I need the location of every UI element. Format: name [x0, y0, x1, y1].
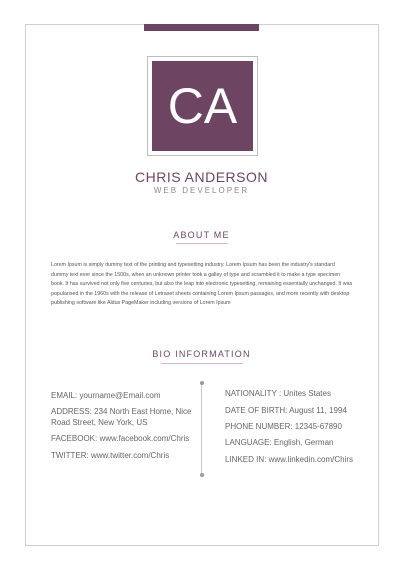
person-name: CHRIS ANDERSON [134, 169, 269, 185]
about-paragraph: Lorem Ipsum is simply dummy text of the printing and typesetting industry. Lorem Ipsum has been the industry's standard dummy text ever since the 1500s, when an unknown printer took a galley of type and scrambled it to make a type specimen book. It has survived not only five centuries, but also the leap into electronic typesetting, remaining essentially unchanged. It was popularised in the 1960s with the release of Letraset sheets containing Lorem Ipsum passages, and more recently with desktop publishing software like Aldus PageMaker including versions of Lorem Ipsum [51, 262, 353, 306]
bio-phone: PHONE NUMBER: 12345-67890 [225, 422, 342, 431]
bio-facebook: FACEBOOK: www.facebook.com/Chris [51, 434, 190, 443]
bio-nationality: NATIONALITY : Unites States [225, 389, 331, 398]
column-divider [201, 383, 202, 475]
job-title: WEB DEVELOPER [153, 186, 250, 195]
bio-heading: BIO INFORMATION [152, 349, 251, 359]
about-underline [176, 243, 228, 244]
bio-date-of-birth: DATE OF BIRTH: August 11, 1994 [225, 406, 347, 415]
monogram-fill [152, 61, 253, 151]
divider-bottom-dot [200, 473, 204, 477]
about-heading: ABOUT ME [173, 230, 230, 240]
top-accent-bar [144, 24, 259, 31]
bio-address-line2: Road Street, New York, US [51, 418, 148, 427]
monogram-initials: CA [167, 78, 238, 134]
bio-underline [161, 363, 243, 364]
divider-top-dot [200, 381, 204, 385]
bio-address-line1: ADDRESS: 234 North East Home, Nice [51, 407, 192, 416]
bio-language: LANGUAGE: English, German [225, 438, 334, 447]
bio-twitter: TWITTER: www.twitter.com/Chris [51, 451, 170, 460]
bio-email: EMAIL: yourname@Email.com [51, 391, 161, 400]
monogram-box [147, 56, 258, 156]
bio-linkedin: LINKED IN: www.linkedin.com/Chirs [225, 455, 354, 464]
